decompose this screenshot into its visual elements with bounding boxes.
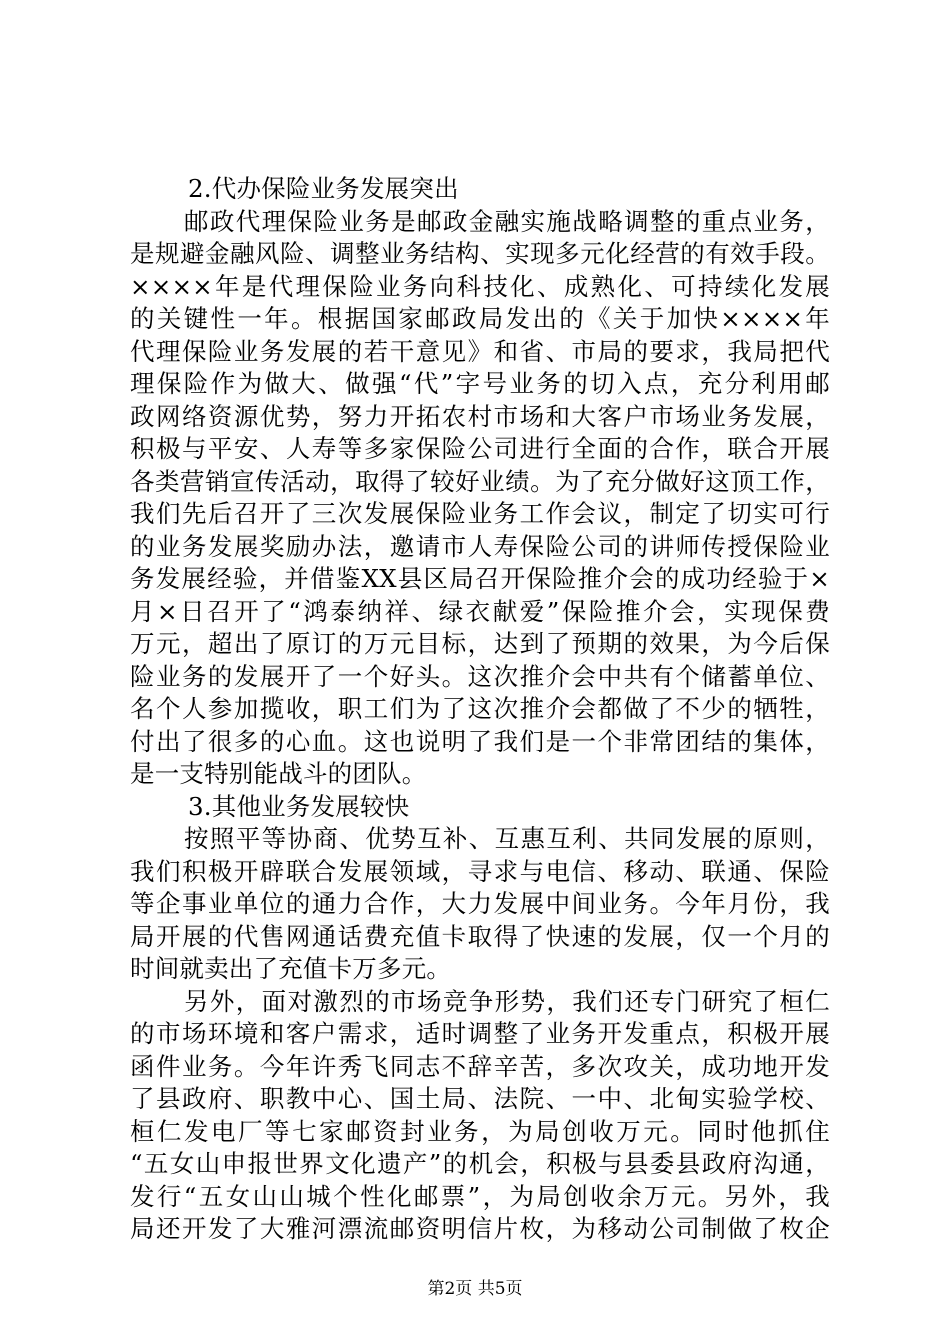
- paragraph-line: 月×日召开了“鸿泰纳祥、绿衣献爱”保险推介会，实现保费: [130, 596, 830, 626]
- paragraph-line: 按照平等协商、优势互补、互惠互利、共同发展的原则，: [184, 824, 830, 853]
- paragraph-line: 是一支特别能战斗的团队。: [130, 759, 427, 788]
- paragraph-line: 各类营销宣传活动，取得了较好业绩。为了充分做好这顶工作，: [130, 466, 830, 496]
- section-heading: 3.其他业务发展较快: [188, 791, 410, 821]
- paragraph-line: 理保险作为做大、做强“代”字号业务的切入点，充分利用邮: [130, 369, 830, 398]
- paragraph-line: 桓仁发电厂等七家邮资封业务，为局创收万元。同时他抓住: [130, 1116, 830, 1146]
- page-footer: 第2页 共5页: [427, 1279, 523, 1299]
- paragraph-line: 积极与平安、人寿等多家保险公司进行全面的合作，联合开展: [130, 434, 830, 463]
- paragraph-line: 是规避金融风险、调整业务结构、实现多元化经营的有效手段。: [130, 239, 830, 268]
- paragraph-line: “五女山申报世界文化遗产”的机会，积极与县委县政府沟通，: [130, 1149, 830, 1178]
- paragraph-line: 的市场环境和客户需求，适时调整了业务开发重点，积极开展: [130, 1019, 830, 1048]
- paragraph-line: 函件业务。今年许秀飞同志不辞辛苦，多次攻关，成功地开发: [130, 1051, 830, 1081]
- section-heading: 2.代办保险业务发展突出: [188, 174, 459, 203]
- paragraph-line: 万元，超出了原订的万元目标，达到了预期的效果，为今后保: [130, 629, 830, 658]
- paragraph-line: 另外，面对激烈的市场竞争形势，我们还专门研究了桓仁: [184, 986, 830, 1016]
- paragraph-line: 邮政代理保险业务是邮政金融实施战略调整的重点业务，: [184, 206, 830, 236]
- paragraph-line: 局开展的代售网通话费充值卡取得了快速的发展，仅一个月的: [130, 921, 830, 951]
- paragraph-line: 的业务发展奖励办法，邀请市人寿保险公司的讲师传授保险业: [130, 531, 830, 561]
- paragraph-line: 政网络资源优势，努力开拓农村市场和大客户市场业务发展，: [130, 401, 830, 431]
- document-body: [130, 173, 830, 1246]
- paragraph-line: 我们先后召开了三次发展保险业务工作会议，制定了切实可行: [130, 499, 830, 528]
- paragraph-line: 时间就卖出了充值卡万多元。: [130, 954, 452, 983]
- paragraph-line: 的关键性一年。根据国家邮政局发出的《关于加快××××年: [130, 304, 830, 333]
- paragraph-line: 务发展经验，并借鉴XX县区局召开保险推介会的成功经验于×: [130, 564, 830, 593]
- paragraph-line: 发行“五女山山城个性化邮票”，为局创收余万元。另外，我: [130, 1181, 830, 1211]
- paragraph-line: 我们积极开辟联合发展领域，寻求与电信、移动、联通、保险: [130, 856, 830, 886]
- paragraph-line: 险业务的发展开了一个好头。这次推介会中共有个储蓄单位、: [130, 661, 830, 691]
- paragraph-line: 付出了很多的心血。这也说明了我们是一个非常团结的集体，: [130, 726, 830, 756]
- paragraph-line: 代理保险业务发展的若干意见》和省、市局的要求，我局把代: [130, 336, 830, 366]
- paragraph-line: 名个人参加揽收，职工们为了这次推介会都做了不少的牺牲，: [130, 694, 830, 723]
- paragraph-line: 了县政府、职教中心、国土局、法院、一中、北甸实验学校、: [130, 1084, 830, 1113]
- paragraph-line: 等企事业单位的通力合作，大力发展中间业务。今年月份，我: [130, 889, 830, 918]
- paragraph-line: ××××年是代理保险业务向科技化、成熟化、可持续化发展: [130, 271, 830, 301]
- paragraph-line: 局还开发了大雅河漂流邮资明信片枚，为移动公司制做了枚企: [130, 1214, 830, 1243]
